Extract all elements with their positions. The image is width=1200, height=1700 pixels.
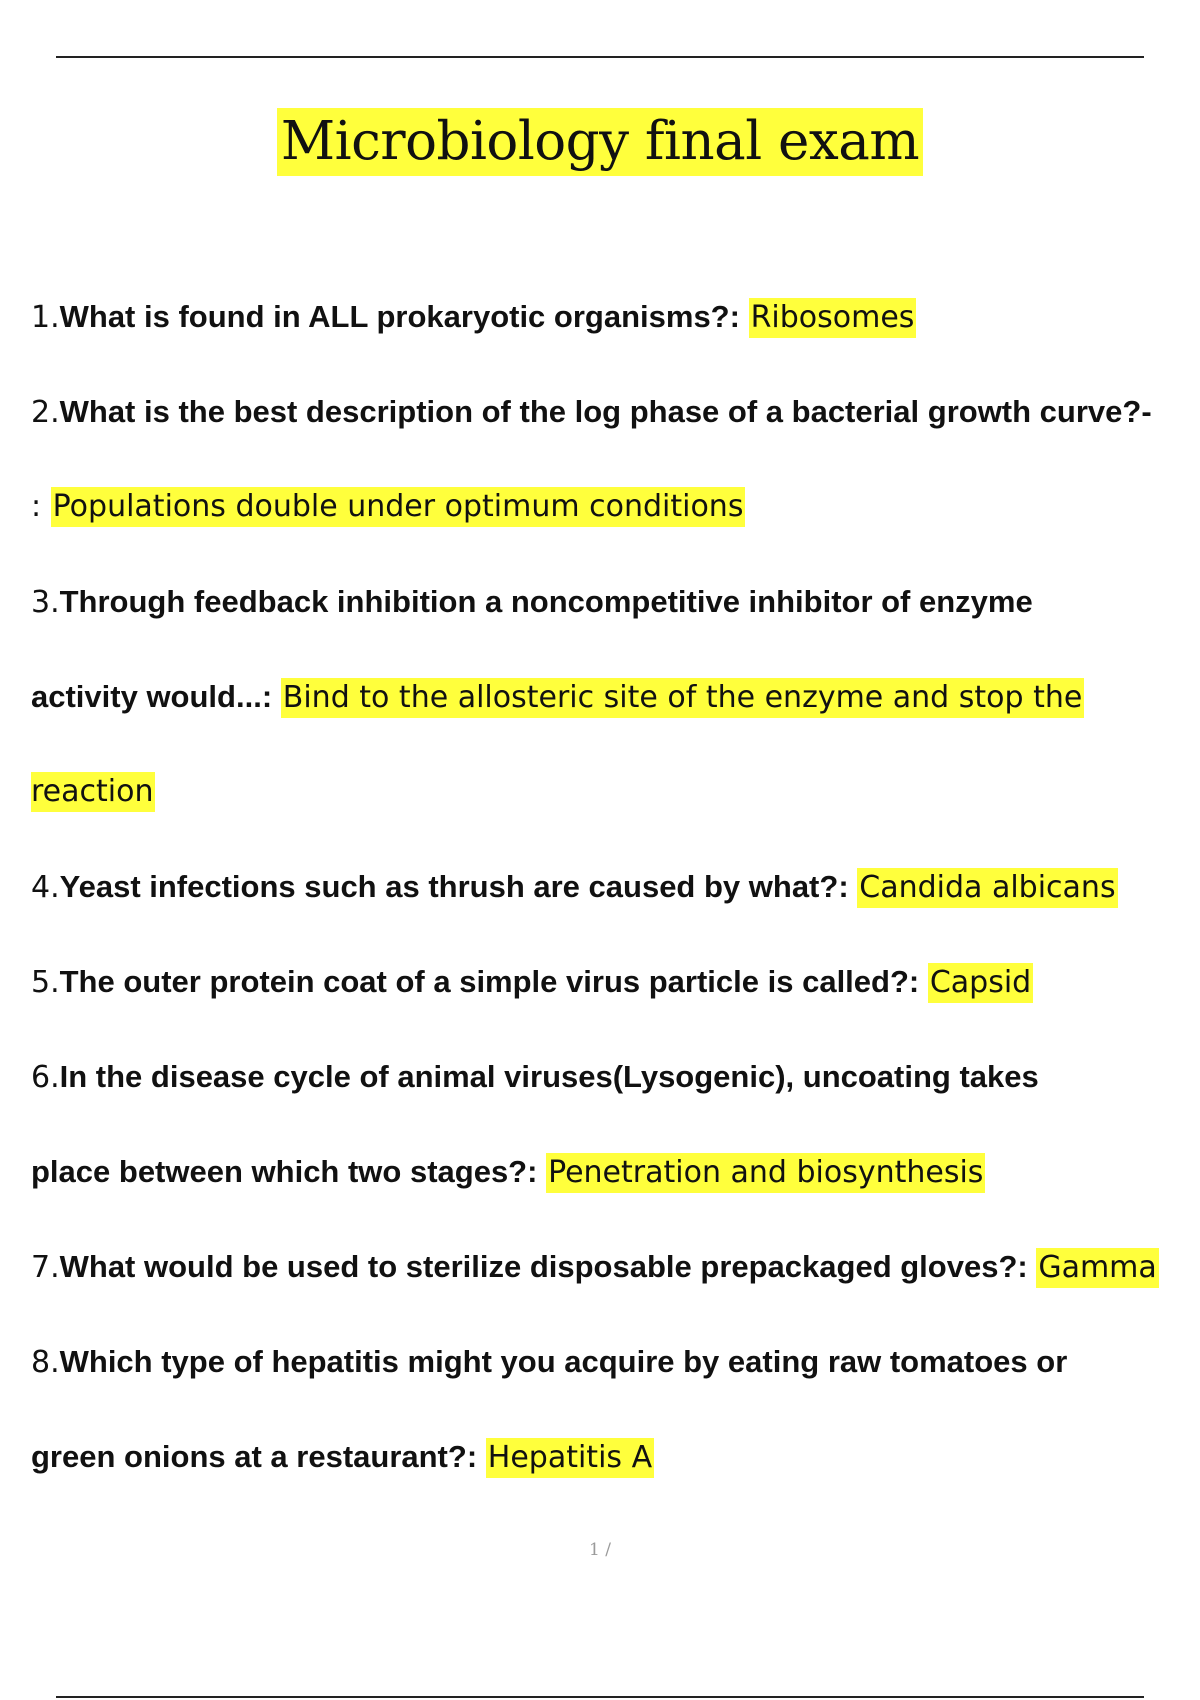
separator-text: :: [31, 489, 51, 524]
question-text: Through feedback inhibition a noncompetitive inhibitor of enzyme: [59, 584, 1033, 619]
question-text: What would be used to sterilize disposable prepackaged gloves?:: [59, 1249, 1037, 1284]
question-item-6: [31, 1057, 1039, 1097]
answer-text: Candida albicans: [857, 868, 1117, 908]
answer-text: Ribosomes: [749, 298, 917, 338]
question-item-2: [31, 392, 1152, 432]
question-item-6-cont: [31, 1152, 985, 1192]
question-number: 4.: [31, 870, 60, 905]
answer-text: Gamma: [1036, 1248, 1158, 1288]
question-text: Which type of hepatitis might you acquire by eating raw tomatoes or: [59, 1344, 1068, 1379]
question-item-8: [31, 1342, 1067, 1382]
question-number: 1.: [31, 300, 60, 335]
question-text-cont: activity would...:: [31, 679, 281, 714]
question-number: 5.: [31, 965, 60, 1000]
question-text-cont: green onions at a restaurant?:: [31, 1439, 486, 1474]
question-item-3-cont: [31, 677, 1084, 717]
question-item-3: [31, 582, 1033, 622]
question-item-3-cont2: [31, 772, 155, 812]
answer-text: Populations double under optimum conditions: [51, 487, 746, 527]
question-item-8-cont: [31, 1437, 654, 1477]
answer-text: Hepatitis A: [486, 1438, 654, 1478]
page-title: Microbiology final exam: [277, 108, 923, 176]
question-item-4: [31, 867, 1118, 907]
answer-text-cont: reaction: [31, 772, 155, 812]
bottom-rule: [56, 1696, 1144, 1698]
question-number: 3.: [31, 585, 60, 620]
question-text: What is found in ALL prokaryotic organisms?:: [59, 299, 749, 334]
top-rule: [56, 56, 1144, 58]
answer-text: Bind to the allosteric site of the enzyme and stop the: [281, 678, 1085, 718]
page-number: 1 /: [589, 1540, 611, 1560]
question-item-5: [31, 962, 1033, 1002]
question-number: 6.: [31, 1060, 60, 1095]
question-text: What is the best description of the log phase of a bacterial growth curve?-: [59, 394, 1152, 429]
question-text: The outer protein coat of a simple virus particle is called?:: [59, 964, 928, 999]
question-number: 8.: [31, 1345, 60, 1380]
title-container: [0, 108, 1200, 176]
question-number: 2.: [31, 395, 60, 430]
question-item-1: [31, 297, 916, 337]
question-text-cont: place between which two stages?:: [31, 1154, 547, 1189]
question-item-7: [31, 1247, 1159, 1287]
question-text: In the disease cycle of animal viruses(Lysogenic), uncoating takes: [59, 1059, 1039, 1094]
question-text: Yeast infections such as thrush are caused by what?:: [59, 869, 858, 904]
question-item-2-cont: [31, 487, 745, 527]
question-number: 7.: [31, 1250, 60, 1285]
answer-text: Capsid: [928, 963, 1033, 1003]
answer-text: Penetration and biosynthesis: [546, 1153, 985, 1193]
